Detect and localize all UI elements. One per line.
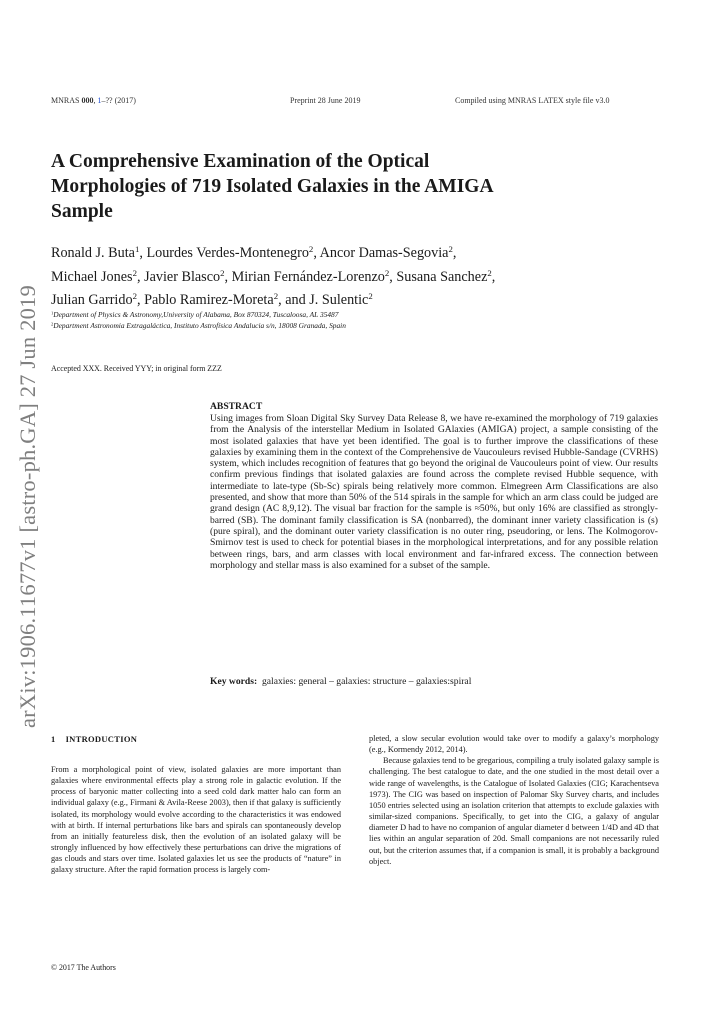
journal-citation: MNRAS 000, 1–?? (2017) — [51, 96, 136, 105]
arxiv-stamp[interactable]: arXiv:1906.11677v1 [astro-ph.GA] 27 Jun 2019 — [15, 285, 40, 728]
paragraph: Because galaxies tend to be gregarious, compiling a truly isolated galaxy sample is challenging. The best catalogue to date, and the one studied in the most detail over a wide range of wavelengths, is the Catalogue of Isolated Galaxies (CIG; Karachentseva 1973). The CIG was based on inspection of Palomar Sky Survey charts, and includes 1050 entries selected using an isolation criterion that attempts to exclude galaxies with similar-sized companions. Specifically, to get into the CIG, a galaxy of angular diameter D had to have no companion of angular diameter d between 1/4D and 4D that lies within an angular separation of 20d. Small companions are not necessarily ruled out, but the criterion assumes that, if a companion is small, it is probably a background object. — [369, 756, 659, 866]
preprint-date: Preprint 28 June 2019 — [290, 96, 361, 105]
paper-title — [51, 149, 651, 224]
title-line: Morphologies of 719 Isolated Galaxies in the AMIGA — [51, 176, 494, 197]
compiled-note: Compiled using MNRAS LATEX style file v3.0 — [455, 96, 610, 105]
keywords-label: Key words: — [210, 676, 258, 687]
first-page-link[interactable]: 1 — [97, 96, 102, 105]
abstract — [210, 401, 658, 571]
affiliations — [51, 309, 346, 331]
section-heading-introduction: 1 INTRODUCTION — [51, 734, 138, 744]
body-column-right — [369, 733, 659, 867]
author-list — [51, 242, 681, 313]
keywords — [210, 676, 471, 687]
author-line: Ronald J. Buta$^1$, Lourdes Verdes-Montenegro$^2$, Ancor Damas-Segovia$^2$, — [51, 244, 457, 261]
body-column-left — [51, 764, 341, 876]
copyright-footer: © 2017 The Authors — [51, 963, 116, 972]
abstract-text: Using images from Sloan Digital Sky Survey Data Release 8, we have re-examined the morphology of 719 galaxies from the Analysis of the interstellar Medium in Isolated GAlaxies (AMIGA) project, a sample consisting of the most isolated galaxies that have yet been identified. The goal is to further improve the classifications of these galaxies by examining them in the context of the Comprehensive de Vaucouleurs revised Hubble-Sandage (CVRHS) system, which includes recognition of features that go beyond the original de Vaucouleurs point of view. Our results confirm previous findings that isolated galaxies are found across the complete revised Hubble sequence, with intermediate to late-type (Sb-Sc) spirals being relatively more common. Elmegreen Arm Classifications are also presented, and show that more than 50% of the 514 spirals in the sample for which an arm class could be judged are grand design (AC 8,9,12). The visual bar fraction for the sample is ≈50%, but only 16% are classified as strongly-barred (SB). The dominant family classification is SA (nonbarred), the dominant inner variety classification is (s) (pure spiral), and the dominant outer variety classification is no outer ring, pseudoring, or lens. The Kolmogorov-Smirnov test is used to check for potential biases in the morphological interpretations, and for any possible relation between rings, bars, and arm classes with local environment and far-infrared excess. The connection between morphology and stellar mass is also examined for a subset of the sample. — [210, 413, 658, 571]
keywords-list: galaxies: general – galaxies: structure – galaxies:spiral — [261, 676, 472, 687]
title-line: A Comprehensive Examination of the Optical — [51, 151, 430, 172]
paragraph: pleted, a slow secular evolution would take over to modify a galaxy’s morphology (e.g., Kormendy 2012, 2014). — [369, 734, 659, 755]
abstract-heading: ABSTRACT — [210, 401, 263, 412]
title-line: Sample — [51, 201, 113, 222]
volume: 000 — [81, 96, 94, 105]
paragraph: From a morphological point of view, isolated galaxies are more important than galaxies where environmental effects play a strong role in galactic evolution. If the process of baryonic matter collecting into a seed cold dark matter halo can form an individual galaxy (e.g., Firmani & Avila-Reese 2003), then if that galaxy is sufficiently isolated, its morphology would evolve according to the characteristics it was endowed with at birth. If internal perturbations like bars and spirals can spontaneously develop from an initially featureless disk, then the evolution of an isolated galaxy will be strongly influenced by how effectively these perturbations can drive the migrations of gas clouds and stars over time. Isolated galaxies let us see the products of “nature” in galaxy structure. After the rapid formation process is largely com- — [51, 765, 341, 875]
author-line: Michael Jones$^2$, Javier Blasco$^2$, Mirian Fernández-Lorenzo$^2$, Susana Sanchez$^2$, — [51, 267, 496, 285]
author-line: Julian Garrido$^2$, Pablo Ramirez-Moreta$^2$, and J. Sulentic$^2$ — [51, 291, 373, 308]
received-accepted-note: Accepted XXX. Received YYY; in original form ZZZ — [51, 364, 222, 373]
affiliation-1: $^1$Department of Physics & Astronomy,University of Alabama, Box 870324, Tuscaloosa, AL 35487 — [51, 310, 339, 319]
affiliation-2: $^2$Department Astronomia Extragaláctica, Instituto Astrofísica Andalucia s/n, 18008 Granada, Spain — [51, 321, 346, 330]
